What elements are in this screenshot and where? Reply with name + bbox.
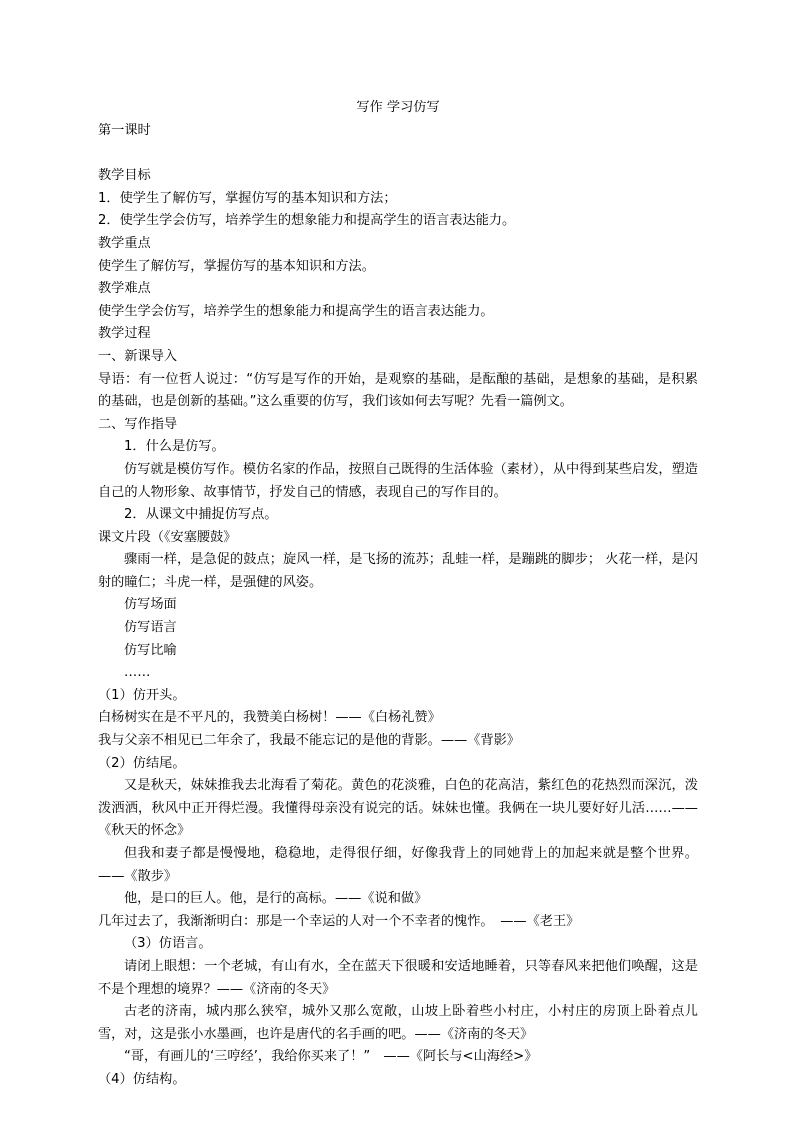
point-2-example-3: 他，是口的巨人。他，是行的高标。——《说和做》 bbox=[124, 891, 428, 907]
point-3-example-3: “哥，有画儿的‘三哼经’，我给你买来了！” ——《阿长与<山海经>》 bbox=[124, 1049, 538, 1065]
imitation-metaphor: 仿写比喻 bbox=[124, 642, 177, 658]
goal-heading: 教学目标 bbox=[98, 168, 151, 184]
process-heading: 教学过程 bbox=[98, 326, 151, 342]
point-2-example-1: 又是秋天，妹妹推我去北海看了菊花。黄色的花淡雅，白色的花高洁，紫红色的花热烈而深沉，泼泼洒洒，秋风中正开得烂漫。我懂得母亲没有说完的话。妹妹也懂。我俩在一块儿要好好儿活……——《秋天的怀念》 bbox=[98, 778, 698, 839]
goal-item-2: 2．使学生学会仿写，培养学生的想象能力和提高学生的语言表达能力。 bbox=[98, 213, 516, 229]
key-text: 使学生了解仿写，掌握仿写的基本知识和方法。 bbox=[98, 258, 375, 274]
difficulty-text: 使学生学会仿写，培养学生的想象能力和提高学生的语言表达能力。 bbox=[98, 303, 494, 319]
question-1-text: 仿写就是模仿写作。模仿名家的作品，按照自己既得的生活体验（素材），从中得到某些启发，塑造自己的人物形象、故事情节，抒发自己的情感，表现自己的写作目的。 bbox=[98, 461, 698, 500]
excerpt-text: 骤雨一样，是急促的鼓点；旋风一样，是飞扬的流苏；乱蛙一样，是蹦跳的脚步； 火花一样，是闪射的瞳仁；斗虎一样，是强健的风姿。 bbox=[98, 552, 698, 590]
question-1: 1．什么是仿写。 bbox=[124, 439, 225, 455]
point-3-example-1: 请闭上眼想：一个老城，有山有水，全在蓝天下很暖和安适地睡着，只等春风来把他们唤醒，这是不是个理想的境界？——《济南的冬天》 bbox=[98, 958, 698, 997]
page-title: 写作 学习仿写 bbox=[356, 100, 440, 115]
intro-paragraph: 导语：有一位哲人说过：“仿写是写作的开始，是观察的基础，是酝酿的基础，是想象的基础，是积累的基础，也是创新的基础。”这么重要的仿写，我们该如何去写呢？先看一篇例文。 bbox=[98, 371, 698, 410]
point-2-example-4: 几年过去了，我渐渐明白：那是一个幸运的人对一个不幸者的愧怍。 ——《老王》 bbox=[98, 913, 580, 929]
section-1-heading: 一、新课导入 bbox=[98, 348, 178, 364]
point-2-example-2: 但我和妻子都是慢慢地，稳稳地，走得很仔细，好像我背上的同她背上的加起来就是整个世界。——《散步》 bbox=[98, 846, 698, 884]
imitation-language: 仿写语言 bbox=[124, 620, 177, 636]
ellipsis: …… bbox=[124, 665, 151, 681]
excerpt-label: 课文片段（《安塞腰鼓》 bbox=[98, 529, 237, 545]
lesson-label: 第一课时 bbox=[98, 123, 151, 138]
blank-line bbox=[98, 143, 698, 166]
point-1-heading: （1）仿开头。 bbox=[98, 687, 186, 703]
point-1-example-2: 我与父亲不相见已二年余了，我最不能忘记的是他的背影。——《背影》 bbox=[98, 733, 520, 749]
point-3-heading: （3）仿语言。 bbox=[124, 936, 212, 952]
section-2-heading: 二、写作指导 bbox=[98, 416, 178, 432]
imitation-scene: 仿写场面 bbox=[124, 597, 177, 613]
goal-item-1: 1．使学生了解仿写，掌握仿写的基本知识和方法； bbox=[98, 190, 397, 206]
question-2: 2．从课文中捕捉仿写点。 bbox=[124, 507, 278, 523]
point-1-example-1: 白杨树实在是不平凡的，我赞美白杨树！——《白杨礼赞》 bbox=[98, 710, 441, 726]
difficulty-heading: 教学难点 bbox=[98, 281, 151, 297]
key-heading: 教学重点 bbox=[98, 235, 151, 251]
point-2-heading: （2）仿结尾。 bbox=[98, 755, 186, 771]
point-4-heading: （4）仿结构。 bbox=[98, 1071, 186, 1087]
point-3-example-2: 古老的济南，城内那么狭窄，城外又那么宽敞，山坡上卧着些小村庄，小村庄的房顶上卧着点儿雪，对，这是张小水墨画，也许是唐代的名手画的吧。——《济南的冬天》 bbox=[98, 1004, 698, 1042]
